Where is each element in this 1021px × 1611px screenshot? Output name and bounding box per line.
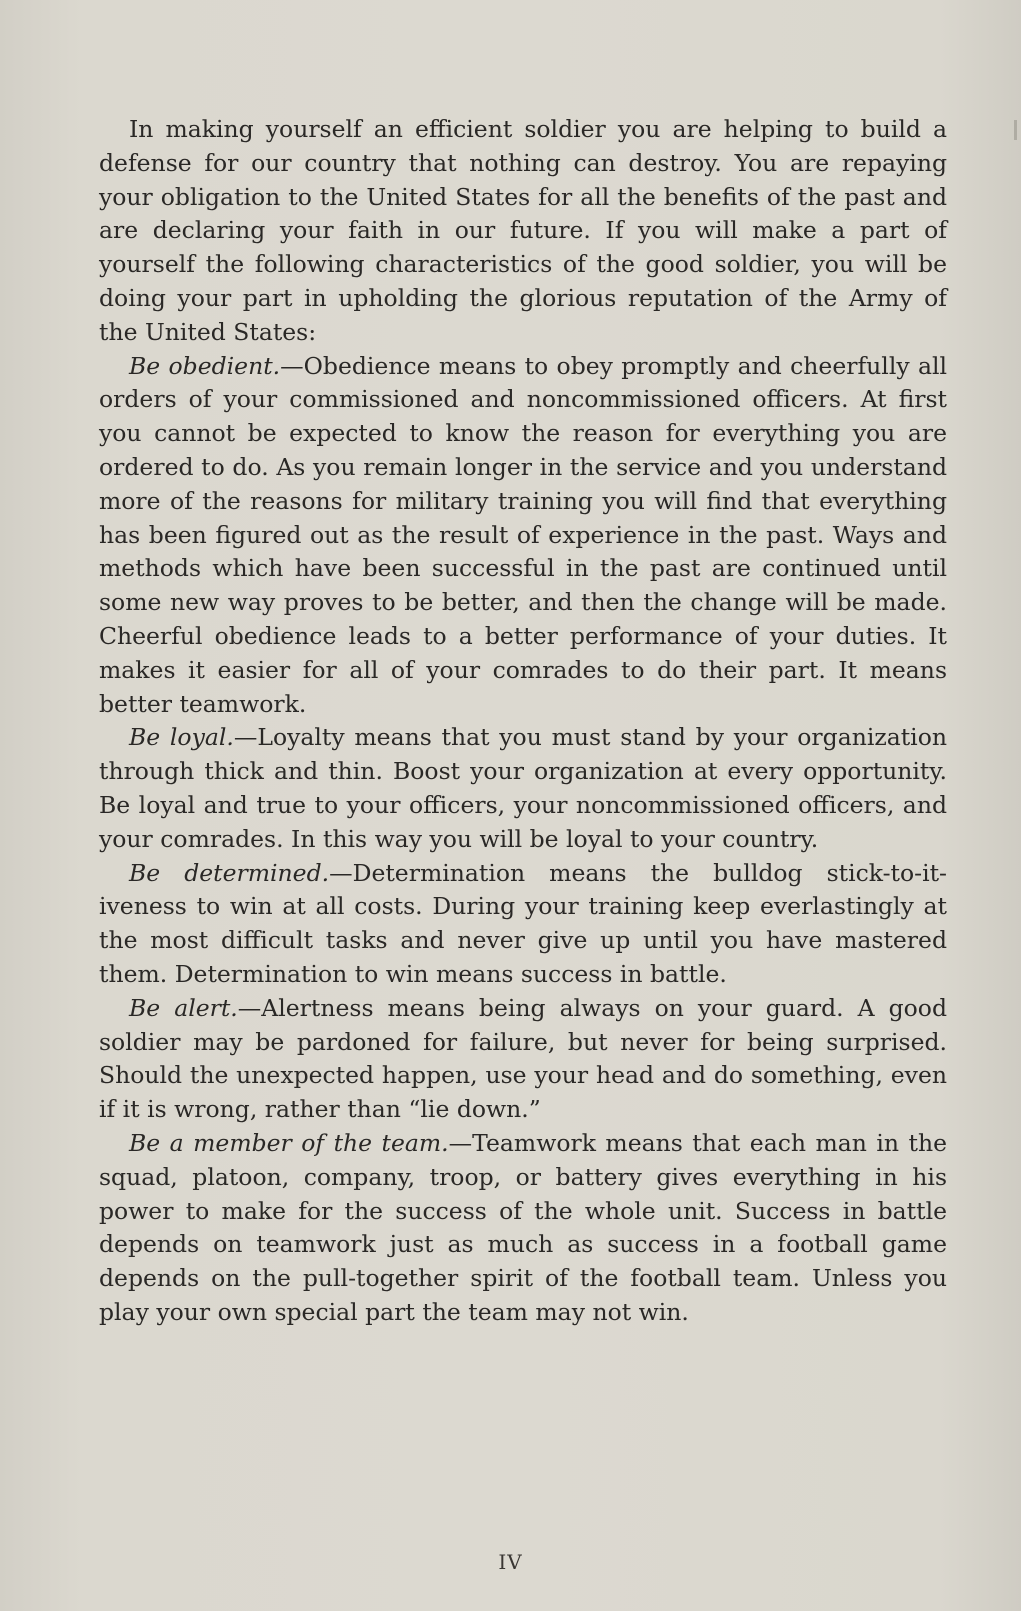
section-heading: Be alert. <box>129 993 238 1022</box>
section-determined <box>99 857 947 992</box>
section-body: —Alertness means being always on your guard. A good soldier may be pardoned for failure, but never for being surprised. Should the unexpected happen, use your head and do something, even if it is wrong, rather than “lie down.” <box>99 993 948 1124</box>
section-heading: Be determined. <box>129 858 330 887</box>
section-body: —Loyalty means that you must stand by your organization through thick and thin. Boost your organization at every opportunity. Be loyal and true to your officers, your noncommissioned officers, and your comrades. In this way you will be loyal to your country. <box>99 723 947 853</box>
section-body: —Obedience means to obey promptly and cheerfully all orders of your commissioned and noncommissioned officers. At first you cannot be expected to know the reason for everything you are ordered to do. As you remain longer in the service and you understand more of the reasons for military training you will find that everything has been figured out as the result of experience in the past. Ways and methods which have been successful in the past are continued until some new way proves to be better, and then the change will be made. Cheerful obedience leads to a better performance of your duties. It makes it easier for all of your comrades to do their part. It means better teamwork. <box>99 351 947 718</box>
body-text <box>99 113 947 1330</box>
section-loyal <box>99 721 947 856</box>
page-edge-mark <box>1014 120 1017 140</box>
section-body: —Determination means the bulldog stick-to-it-iveness to win at all costs. During your training keep everlastingly at the most difficult tasks and never give up until you have mastered them. Determination to win means success in battle. <box>99 858 947 988</box>
section-heading: Be loyal. <box>129 723 234 752</box>
page-number: IV <box>498 1550 523 1574</box>
section-heading: Be obedient. <box>129 351 281 380</box>
intro-paragraph: In making yourself an efficient soldier you are helping to build a defense for our country that nothing can destroy. You are repaying your obligation to the United States for all the benefits of the past and are declaring your faith in our future. If you will make a part of yourself the following characteristics of the good soldier, you will be doing your part in upholding the glorious reputation of the Army of the United States: <box>99 115 947 346</box>
section-alert <box>99 992 947 1127</box>
section-body: —Teamwork means that each man in the squad, platoon, company, troop, or battery gives everything in his power to make for the success of the whole unit. Success in battle depends on teamwork just as much as success in a football game depends on the pull-together spirit of the football team. Unless you play your own special part the team may not win. <box>99 1128 947 1326</box>
section-team <box>99 1127 947 1330</box>
section-heading: Be a member of the team. <box>129 1128 449 1157</box>
section-obedient <box>99 350 947 722</box>
